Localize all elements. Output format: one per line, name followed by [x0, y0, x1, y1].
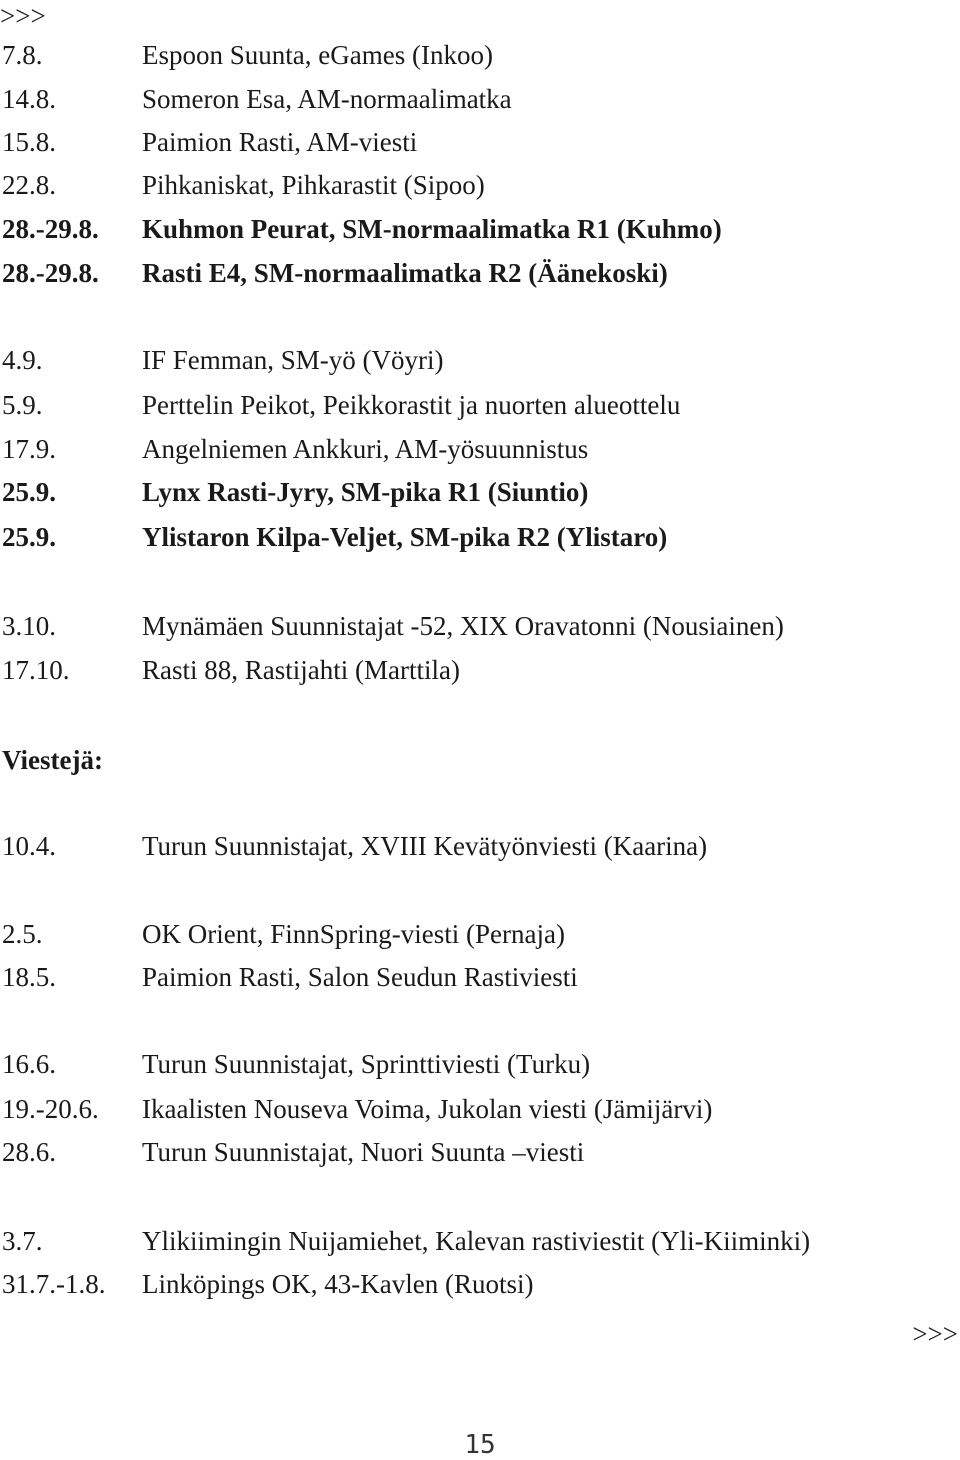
page-number: 15: [464, 1430, 496, 1460]
relay-name: Paimion Rasti, Salon Seudun Rastiviesti: [142, 962, 578, 992]
relay-name: Turun Suunnistajat, Sprinttiviesti (Turku): [142, 1049, 591, 1079]
event-date: 15.8.: [2, 127, 56, 157]
event-name: IF Femman, SM-yö (Vöyri): [142, 345, 444, 375]
event-date: 25.9.: [2, 477, 56, 507]
event-date: 7.8.: [2, 40, 43, 70]
relay-date: 19.-20.6.: [2, 1094, 99, 1124]
event-date: 28.-29.8.: [2, 214, 99, 244]
event-date: 3.10.: [2, 611, 56, 641]
event-name: Kuhmon Peurat, SM-normaalimatka R1 (Kuhmo): [142, 214, 722, 244]
relay-date: 10.4.: [2, 831, 56, 861]
relay-name: Turun Suunnistajat, Nuori Suunta –viesti: [142, 1137, 585, 1167]
continuation-marker-top: >>>: [0, 1, 46, 31]
event-date: 4.9.: [2, 345, 43, 375]
relay-name: Linköpings OK, 43-Kavlen (Ruotsi): [142, 1269, 534, 1299]
relay-date: 18.5.: [2, 962, 56, 992]
relay-date: 2.5.: [2, 919, 43, 949]
event-name: Pihkaniskat, Pihkarastit (Sipoo): [142, 170, 485, 200]
event-name: Mynämäen Suunnistajat -52, XIX Oravatonni (Nousiainen): [142, 611, 784, 641]
event-name: Rasti 88, Rastijahti (Marttila): [142, 655, 460, 685]
event-name: Perttelin Peikot, Peikkorastit ja nuorten alueottelu: [142, 390, 681, 420]
event-date: 5.9.: [2, 390, 43, 420]
event-date: 25.9.: [2, 522, 56, 552]
relay-date: 28.6.: [2, 1137, 56, 1167]
relay-name: Ikaalisten Nouseva Voima, Jukolan viesti (Jämijärvi): [142, 1094, 713, 1124]
event-date: 14.8.: [2, 84, 56, 114]
event-name: Someron Esa, AM-normaalimatka: [142, 84, 512, 114]
event-date: 28.-29.8.: [2, 258, 99, 288]
relays-heading: Viestejä:: [2, 745, 103, 775]
event-name: Paimion Rasti, AM-viesti: [142, 127, 418, 157]
relay-date: 31.7.-1.8.: [2, 1269, 106, 1299]
event-name: Espoon Suunta, eGames (Inkoo): [142, 40, 493, 70]
relay-name: Ylikiimingin Nuijamiehet, Kalevan rastiviestit (Yli-Kiiminki): [142, 1226, 811, 1256]
event-date: 22.8.: [2, 170, 56, 200]
relay-date: 16.6.: [2, 1049, 56, 1079]
relay-date: 3.7.: [2, 1226, 43, 1256]
event-name: Lynx Rasti-Jyry, SM-pika R1 (Siuntio): [142, 477, 589, 507]
event-name: Rasti E4, SM-normaalimatka R2 (Äänekoski): [142, 258, 668, 288]
relay-name: Turun Suunnistajat, XVIII Kevätyönviesti (Kaarina): [142, 831, 708, 861]
event-date: 17.9.: [2, 434, 56, 464]
event-name: Angelniemen Ankkuri, AM-yösuunnistus: [142, 434, 589, 464]
event-name: Ylistaron Kilpa-Veljet, SM-pika R2 (Ylistaro): [142, 522, 668, 552]
relay-name: OK Orient, FinnSpring-viesti (Pernaja): [142, 919, 565, 949]
continuation-marker-bottom: >>>: [912, 1319, 958, 1349]
event-date: 17.10.: [2, 655, 70, 685]
